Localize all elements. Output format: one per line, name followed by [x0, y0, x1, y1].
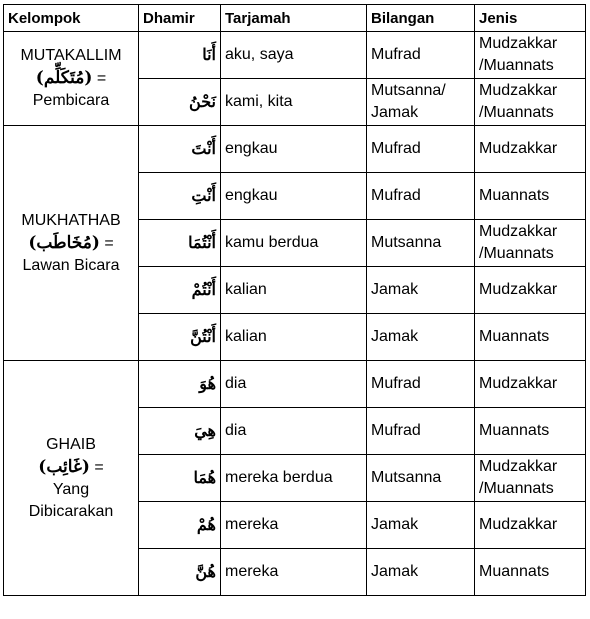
group-cell-ghaib	[4, 361, 139, 596]
tarjamah-cell: dia	[221, 361, 367, 408]
jenis-cell: Mudzakkar /Muannats	[475, 220, 586, 267]
jenis-cell: Muannats	[475, 408, 586, 455]
tarjamah-cell: kalian	[221, 314, 367, 361]
group-equals: =	[96, 70, 107, 87]
table-row	[4, 126, 586, 173]
dhamir-cell: أَنْتُمَا	[139, 220, 221, 267]
dhamir-cell: هُوَ	[139, 361, 221, 408]
group-arabic-line	[8, 456, 134, 479]
dhamir-cell: أَنْتُنَّ	[139, 314, 221, 361]
header-kelompok: Kelompok	[4, 5, 139, 32]
header-jenis: Jenis	[475, 5, 586, 32]
group-arabic-line	[8, 67, 134, 90]
tarjamah-cell: engkau	[221, 126, 367, 173]
group-name: MUTAKALLIM	[20, 47, 122, 64]
tarjamah-cell: mereka berdua	[221, 455, 367, 502]
jenis-cell: Muannats	[475, 549, 586, 596]
jenis-cell: Muannats	[475, 173, 586, 220]
jenis-cell: Mudzakkar /Muannats	[475, 455, 586, 502]
jenis-cell: Mudzakkar	[475, 502, 586, 549]
group-name: GHAIB	[46, 435, 96, 453]
group-meaning: Yang Dibicarakan	[28, 480, 114, 520]
bilangan-cell: Mufrad	[367, 408, 475, 455]
group-arabic-line	[8, 232, 134, 255]
header-dhamir: Dhamir	[139, 5, 221, 32]
group-equals: =	[94, 458, 104, 476]
header-row	[4, 5, 586, 32]
tarjamah-cell: dia	[221, 408, 367, 455]
tarjamah-cell: mereka	[221, 502, 367, 549]
bilangan-cell: Jamak	[367, 314, 475, 361]
header-tarjamah: Tarjamah	[221, 5, 367, 32]
group-arabic: (مُخَاطَب)	[28, 232, 100, 253]
tarjamah-cell: kami, kita	[221, 79, 367, 126]
group-arabic: (مُتَكَلِّم)	[35, 68, 93, 88]
jenis-cell: Muannats	[475, 314, 586, 361]
jenis-cell: Mudzakkar	[475, 361, 586, 408]
tarjamah-cell: kalian	[221, 267, 367, 314]
bilangan-cell: Mufrad	[367, 126, 475, 173]
dhamir-cell: أَنْتَ	[139, 126, 221, 173]
tarjamah-cell: kamu berdua	[221, 220, 367, 267]
dhamir-cell: هُمَا	[139, 455, 221, 502]
group-meaning: Lawan Bicara	[22, 256, 120, 274]
bilangan-cell: Mutsanna	[367, 455, 475, 502]
jenis-cell: Mudzakkar	[475, 267, 586, 314]
bilangan-cell: Mutsanna/ Jamak	[367, 79, 475, 126]
group-arabic: (غَائِب)	[38, 456, 90, 477]
dhamir-cell: نَحْنُ	[139, 79, 221, 126]
group-name: MUKHATHAB	[21, 211, 121, 229]
tarjamah-cell: engkau	[221, 173, 367, 220]
dhamir-cell: أَنْتُمْ	[139, 267, 221, 314]
bilangan-cell: Mufrad	[367, 361, 475, 408]
group-cell-mutakallim	[4, 32, 139, 126]
bilangan-cell: Mufrad	[367, 173, 475, 220]
group-cell-mukhathab	[4, 126, 139, 361]
tarjamah-cell: aku, saya	[221, 32, 367, 79]
group-meaning: Pembicara	[32, 92, 110, 109]
bilangan-cell: Mutsanna	[367, 220, 475, 267]
jenis-cell: Mudzakkar /Muannats	[475, 79, 586, 126]
dhamir-cell: هِيَ	[139, 408, 221, 455]
group-equals: =	[104, 234, 114, 252]
table-row	[4, 361, 586, 408]
header-bilangan: Bilangan	[367, 5, 475, 32]
bilangan-cell: Jamak	[367, 549, 475, 596]
table-row	[4, 32, 586, 79]
dhamir-cell: أَنَا	[139, 32, 221, 79]
dhamir-table	[3, 4, 586, 596]
dhamir-cell: هُنَّ	[139, 549, 221, 596]
bilangan-cell: Mufrad	[367, 32, 475, 79]
jenis-cell: Mudzakkar /Muannats	[475, 32, 586, 79]
dhamir-cell: أَنْتِ	[139, 173, 221, 220]
tarjamah-cell: mereka	[221, 549, 367, 596]
table-body	[4, 32, 586, 596]
bilangan-cell: Jamak	[367, 267, 475, 314]
dhamir-cell: هُمْ	[139, 502, 221, 549]
bilangan-cell: Jamak	[367, 502, 475, 549]
jenis-cell: Mudzakkar	[475, 126, 586, 173]
